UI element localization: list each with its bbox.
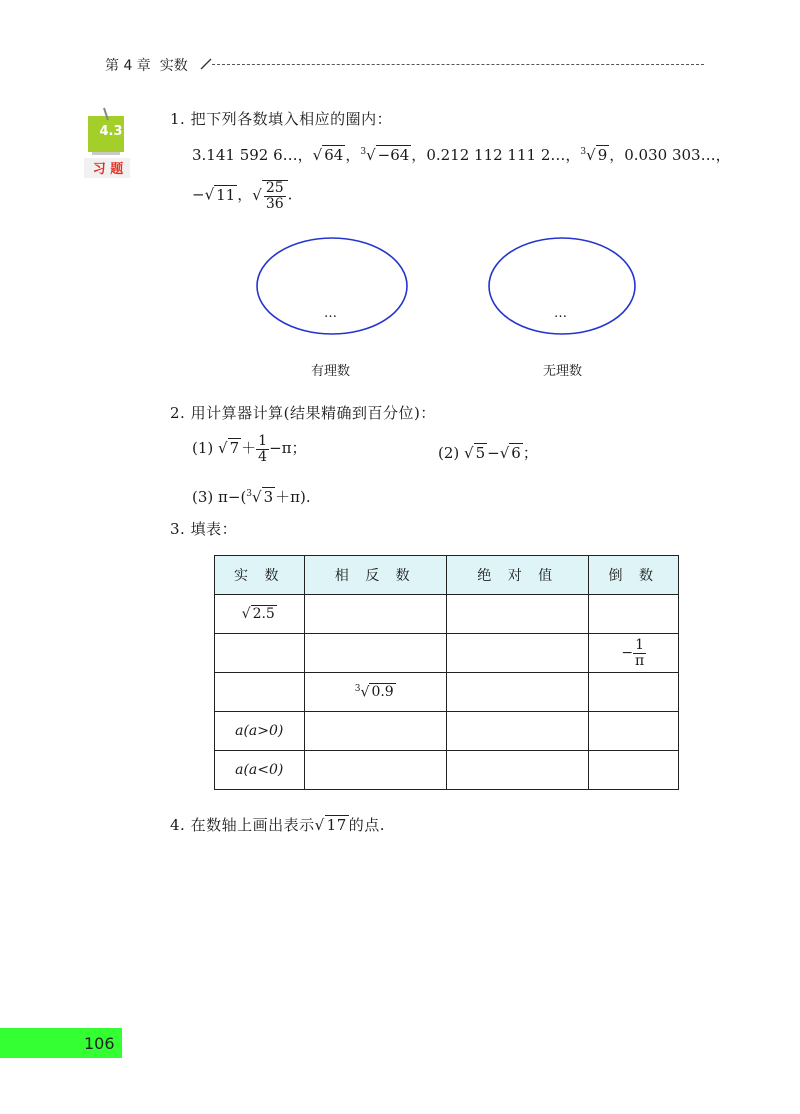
num-pi-approx: 3.141 592 6… bbox=[192, 146, 298, 164]
num-sqrt-64: √ 64 bbox=[312, 146, 344, 164]
rational-label: 有理数 bbox=[311, 364, 351, 379]
chapter-header bbox=[105, 55, 188, 75]
q3-number: 3. bbox=[170, 520, 186, 538]
q2-prompt bbox=[170, 402, 436, 423]
badge-label: 习 题 bbox=[92, 162, 124, 177]
chapter-title: 实数 bbox=[159, 58, 188, 74]
cell-sqrt-2-5: √ 2.5 bbox=[215, 595, 305, 634]
table-header-row bbox=[215, 556, 679, 595]
table-cell bbox=[304, 595, 446, 634]
cell-neg-recip-pi: − $\frac{1}{\pi}$ bbox=[589, 634, 679, 673]
q3-text: 填表： bbox=[190, 520, 238, 538]
header-slash-icon bbox=[200, 58, 212, 70]
table-cell bbox=[215, 634, 305, 673]
table-cell bbox=[446, 751, 588, 790]
q1-prompt bbox=[170, 108, 392, 129]
badge-section: 4.3 bbox=[99, 124, 123, 139]
q1-number: 1. bbox=[170, 110, 186, 128]
table-cell bbox=[446, 595, 588, 634]
table-row bbox=[215, 751, 679, 790]
table-row bbox=[215, 634, 679, 673]
q2-part2: (2) √ 5 −√ 6 ； bbox=[438, 444, 538, 462]
q4-prompt: 4. 在数轴上画出表示√ 17 的点. bbox=[170, 816, 386, 834]
table-cell bbox=[446, 673, 588, 712]
cell-a-negative: a(a<0) bbox=[215, 751, 305, 790]
q1-numbers-line1: 3.141 592 6…，√ 64 ，$^3$√ −64 ，0.212 112 111 2…，$^3$√ 9 ，0.030 303…， bbox=[192, 146, 731, 164]
num-repeating-0212: 0.212 112 111 2… bbox=[426, 146, 566, 164]
q1-text: 把下列各数填入相应的圈内： bbox=[190, 110, 393, 128]
table-row bbox=[215, 712, 679, 751]
chapter-number: 第 4 章 bbox=[105, 58, 151, 74]
table-cell bbox=[446, 634, 588, 673]
q3-prompt bbox=[170, 518, 237, 539]
irrational-dots: … bbox=[554, 306, 567, 321]
table-cell bbox=[304, 712, 446, 751]
num-cbrt-9: $^3$√ 9 bbox=[580, 146, 608, 164]
irrational-label: 无理数 bbox=[543, 364, 583, 379]
q4-number: 4. bbox=[170, 816, 186, 834]
num-cbrt-neg64: $^3$√ −64 bbox=[360, 146, 410, 164]
cell-a-positive: a(a>0) bbox=[215, 712, 305, 751]
table-cell bbox=[589, 595, 679, 634]
header-opposite: 相 反 数 bbox=[304, 556, 446, 595]
table-cell bbox=[589, 751, 679, 790]
header-real: 实 数 bbox=[215, 556, 305, 595]
q2-number: 2. bbox=[170, 404, 186, 422]
header-rule bbox=[212, 64, 704, 65]
table-cell bbox=[589, 712, 679, 751]
header-reciprocal: 倒 数 bbox=[589, 556, 679, 595]
q2-part3: (3) π−($^3$√ 3 ＋π). bbox=[192, 488, 311, 506]
fill-table bbox=[214, 555, 679, 790]
table-cell bbox=[446, 712, 588, 751]
table-cell bbox=[304, 751, 446, 790]
num-sqrt-25-36: √ $\frac{25}{36}$ bbox=[252, 186, 287, 204]
set-ellipses bbox=[250, 232, 650, 342]
table-cell bbox=[304, 634, 446, 673]
cell-cbrt-0-9: $^3$√ 0.9 bbox=[304, 673, 446, 712]
q2-text: 用计算器计算(结果精确到百分位)： bbox=[190, 404, 436, 422]
q1-numbers-line2: −√ 11 ，√ $\frac{25}{36}$ . bbox=[192, 180, 293, 212]
num-repeating-0303: 0.030 303… bbox=[624, 146, 716, 164]
table-row bbox=[215, 673, 679, 712]
q4-radicand: 17 bbox=[326, 816, 347, 834]
num-neg-sqrt-11: √ 11 bbox=[204, 185, 236, 204]
table-row bbox=[215, 595, 679, 634]
table-cell bbox=[589, 673, 679, 712]
rational-dots: … bbox=[324, 306, 337, 321]
table-cell bbox=[215, 673, 305, 712]
page-number: 106 bbox=[84, 1034, 115, 1053]
q2-part1: (1) √ 7 ＋ $\frac{1}{4}$ −π； bbox=[192, 433, 307, 465]
header-absolute: 绝 对 值 bbox=[446, 556, 588, 595]
